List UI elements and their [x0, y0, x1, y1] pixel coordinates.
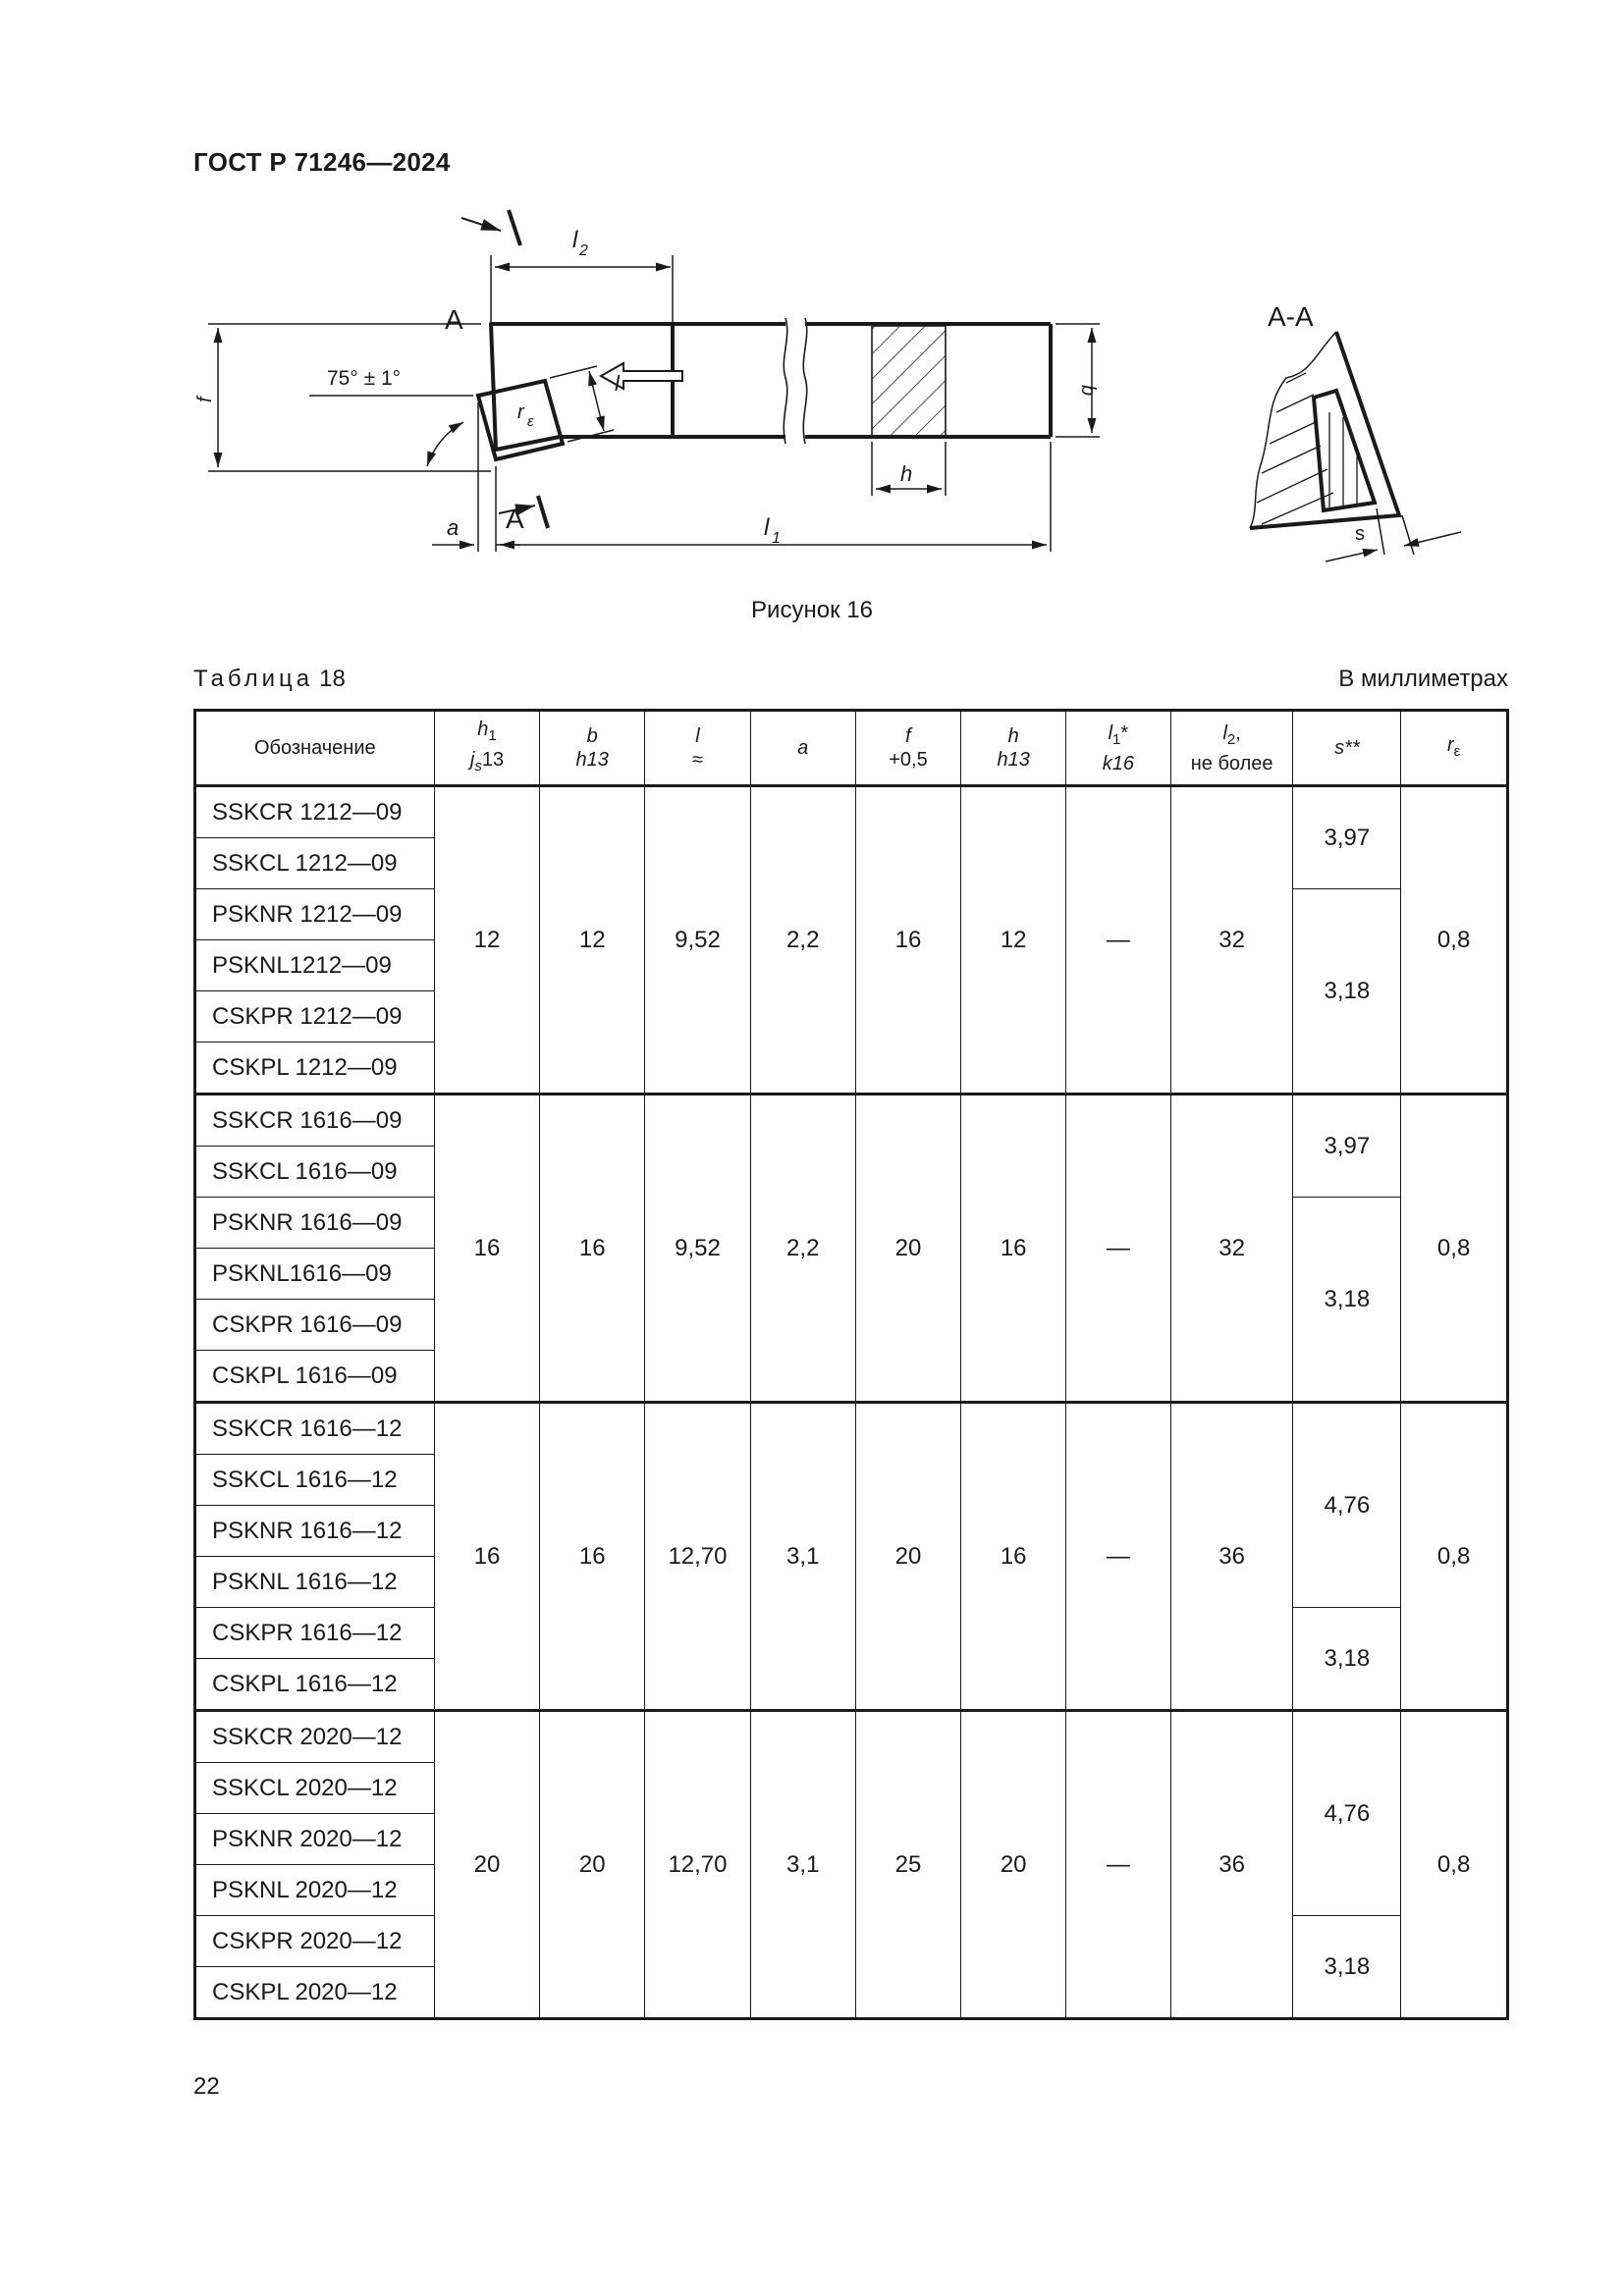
cell-r: 0,8: [1401, 786, 1508, 1095]
cell-a: 2,2: [750, 786, 855, 1095]
tool-drawing-figure: [194, 216, 1443, 569]
cell-r: 0,8: [1401, 1403, 1508, 1711]
label-a: a: [447, 515, 460, 540]
cell-designation: SSKCL 1616—09: [195, 1147, 435, 1198]
cell-a: 3,1: [750, 1403, 855, 1711]
cell-h1: 16: [434, 1403, 540, 1711]
cell-s: 3,97: [1293, 786, 1401, 889]
cell-designation: PSKNR 1616—09: [195, 1198, 435, 1249]
header-l1: $l_1*$ k16: [1066, 711, 1171, 786]
cell-f: 25: [855, 1711, 961, 2019]
cell-designation: SSKCL 2020—12: [195, 1763, 435, 1814]
cell-b: 16: [540, 1095, 645, 1403]
force-arrow: [601, 363, 682, 389]
table-body: [195, 786, 1508, 2019]
cell-l2: 36: [1170, 1711, 1293, 2019]
table-row: [195, 1403, 1508, 1455]
cell-designation: SSKCR 1616—09: [195, 1095, 435, 1147]
cell-f: 16: [855, 786, 961, 1095]
view-arrows: [461, 210, 548, 528]
header-h: h h13: [961, 711, 1066, 786]
cell-designation: CSKPL 2020—12: [195, 1967, 435, 2019]
cell-designation: PSKNR 1616—12: [195, 1506, 435, 1557]
label-r-sub: ε: [527, 413, 534, 430]
label-f: f: [194, 397, 216, 402]
label-l1: l: [764, 514, 770, 541]
header-l2: $l_2$, не более: [1170, 711, 1293, 786]
page-number: 22: [193, 2073, 220, 2100]
cell-a: 2,2: [750, 1095, 855, 1403]
header-f: f +0,5: [855, 711, 961, 786]
label-b: b: [1077, 385, 1099, 397]
label-r: r: [517, 401, 524, 423]
figure-caption: Рисунок 16: [751, 597, 873, 623]
cell-designation: CSKPR 1212—09: [195, 991, 435, 1042]
table-header-row: [195, 711, 1508, 786]
cell-l1: —: [1066, 1095, 1171, 1403]
cell-r: 0,8: [1401, 1711, 1508, 2019]
cell-l2: 36: [1170, 1403, 1293, 1711]
document-header: ГОСТ Р 71246—2024: [193, 147, 451, 177]
cell-designation: SSKCR 2020—12: [195, 1711, 435, 1763]
header-l: l ≈: [645, 711, 751, 786]
label-A-bottom: A: [506, 504, 524, 534]
cell-f: 20: [855, 1403, 961, 1711]
cell-l: 9,52: [645, 786, 751, 1095]
cell-h: 16: [961, 1095, 1066, 1403]
cell-s: 4,76: [1293, 1403, 1401, 1608]
dimension-lines: [208, 255, 1100, 552]
cell-designation: PSKNR 1212—09: [195, 889, 435, 940]
cell-designation: SSKCL 1616—12: [195, 1455, 435, 1506]
cell-s: 3,18: [1293, 1198, 1401, 1403]
label-section: A-A: [1268, 301, 1314, 332]
cell-l1: —: [1066, 1403, 1171, 1711]
cell-designation: CSKPR 1616—12: [195, 1608, 435, 1659]
cell-s: 4,76: [1293, 1711, 1401, 1916]
label-l2-sub: 2: [579, 242, 588, 259]
section-hatch: [872, 326, 946, 436]
cell-s: 3,18: [1293, 889, 1401, 1095]
header-r: $r_\varepsilon$: [1401, 711, 1508, 786]
cell-l: 9,52: [645, 1095, 751, 1403]
cell-designation: PSKNL 2020—12: [195, 1865, 435, 1916]
cell-s: 3,18: [1293, 1608, 1401, 1711]
label-angle: 75° ± 1°: [327, 367, 402, 390]
header-a: a: [750, 711, 855, 786]
cell-a: 3,1: [750, 1711, 855, 2019]
cell-designation: CSKPR 1616—09: [195, 1300, 435, 1351]
cell-b: 16: [540, 1403, 645, 1711]
cell-l1: —: [1066, 1711, 1171, 2019]
tool-body: [491, 324, 1051, 450]
label-l1-sub: 1: [772, 530, 781, 547]
cell-designation: PSKNL1212—09: [195, 940, 435, 991]
label-l: l: [615, 371, 620, 396]
table-title-word: Таблица: [193, 666, 314, 692]
cell-s: 3,97: [1293, 1095, 1401, 1198]
cell-designation: CSKPL 1616—12: [195, 1659, 435, 1711]
label-h: h: [900, 461, 913, 486]
cell-l2: 32: [1170, 786, 1293, 1095]
cell-designation: CSKPL 1616—09: [195, 1351, 435, 1403]
cell-designation: CSKPL 1212—09: [195, 1042, 435, 1095]
header-designation: Обозначение: [195, 711, 435, 786]
table-row: [195, 786, 1508, 838]
cell-designation: PSKNL1616—09: [195, 1249, 435, 1300]
cell-designation: PSKNR 2020—12: [195, 1814, 435, 1865]
cell-h: 20: [961, 1711, 1066, 2019]
cell-b: 20: [540, 1711, 645, 2019]
cell-designation: SSKCL 1212—09: [195, 838, 435, 889]
cell-h1: 12: [434, 786, 540, 1095]
header-b: b h13: [540, 711, 645, 786]
cell-h: 16: [961, 1403, 1066, 1711]
section-hatch-lines: [1257, 373, 1357, 524]
cell-h1: 16: [434, 1095, 540, 1403]
table-title-number: 18: [319, 666, 346, 692]
table-title: [193, 666, 346, 693]
dimensions-table: [193, 709, 1509, 2020]
table-row: [195, 1095, 1508, 1147]
cell-h1: 20: [434, 1711, 540, 2019]
cell-h: 12: [961, 786, 1066, 1095]
cell-f: 20: [855, 1095, 961, 1403]
cell-designation: CSKPR 2020—12: [195, 1916, 435, 1967]
label-s: s: [1355, 523, 1365, 545]
cell-l1: —: [1066, 786, 1171, 1095]
header-h1: $h_1$ $j_s13$: [434, 711, 540, 786]
cell-designation: PSKNL 1616—12: [195, 1557, 435, 1608]
label-l2: l: [572, 227, 578, 253]
header-s: s**: [1293, 711, 1401, 786]
tool-drawing-svg: [194, 216, 1443, 569]
cell-designation: SSKCR 1616—12: [195, 1403, 435, 1455]
table-units: В миллиметрах: [1338, 666, 1508, 692]
cell-l: 12,70: [645, 1403, 751, 1711]
cell-l2: 32: [1170, 1095, 1293, 1403]
break-lines: [784, 318, 806, 444]
section-view: [1250, 332, 1399, 528]
table-row: [195, 1711, 1508, 1763]
cell-designation: SSKCR 1212—09: [195, 786, 435, 838]
cell-b: 12: [540, 786, 645, 1095]
cell-r: 0,8: [1401, 1095, 1508, 1403]
label-A-top: A: [445, 304, 463, 335]
cell-s: 3,18: [1293, 1916, 1401, 2019]
cell-l: 12,70: [645, 1711, 751, 2019]
